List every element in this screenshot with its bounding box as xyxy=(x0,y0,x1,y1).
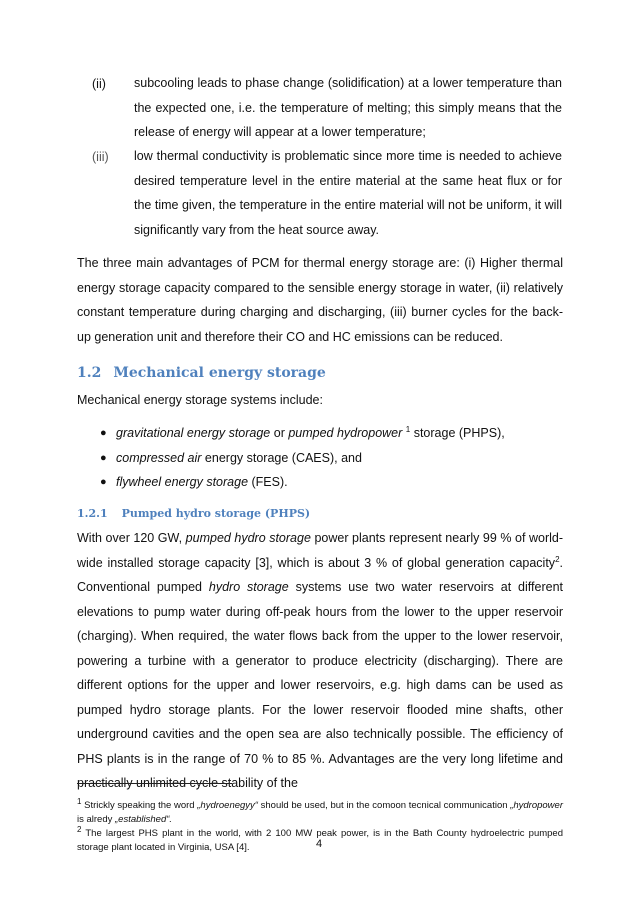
storage-types-list xyxy=(100,421,540,495)
section-intro: Mechanical energy storage systems include: xyxy=(77,393,323,407)
footnote-text: Strickly speaking the word xyxy=(81,800,198,811)
footnote-separator xyxy=(77,783,232,784)
footnote-emphasis: „hydroenegyy“ xyxy=(197,800,258,811)
footnote-emphasis: „established“. xyxy=(115,814,173,825)
footnote-1 xyxy=(77,796,563,827)
page-number: 4 xyxy=(315,838,323,850)
bullet-emphasis: compressed air xyxy=(116,450,202,465)
section-title: Pumped hydro storage (PHPS) xyxy=(121,507,311,520)
footnote-text: should be used, but in the comoon tecnical communication xyxy=(257,800,511,811)
bullet-emphasis: gravitational energy storage xyxy=(116,426,271,440)
bullet-icon: ● xyxy=(100,427,107,439)
bullet-text: or xyxy=(270,426,289,440)
section-title: Mechanical energy storage xyxy=(113,365,326,381)
section-number: 1.2 xyxy=(77,365,102,381)
paragraph-text: power plants represent nearly 99 % of world-wide installed storage capacity [3], which is about 3 % of global generation capacity xyxy=(77,531,564,570)
bullet-text: storage (PHPS), xyxy=(410,426,505,440)
paragraph-emphasis: hydro storage xyxy=(208,580,289,594)
list-item xyxy=(100,470,540,495)
section-heading-1-2 xyxy=(77,365,326,381)
section-number: 1.2.1 xyxy=(77,507,108,520)
bullet-text: energy storage (CAES), and xyxy=(201,450,362,465)
bullet-text: (FES). xyxy=(248,475,288,489)
bullet-icon: ● xyxy=(100,476,107,488)
footnote-text: The largest PHS plant in the world, with 2 100 MW peak power, is in the Bath County hydroelectric pumped storage plant located in Virginia, USA [4]. xyxy=(77,828,563,853)
paragraph-emphasis: pumped hydro storage xyxy=(185,531,311,545)
advantages-paragraph: The three main advantages of PCM for thermal energy storage are: (i) Higher thermal energy storage capacity compared to the sensible energy storage in water, (ii) relatively constant temperature during charging and discharging, (iii) burner cycles for the back-up generation unit and therefore their CO and HC emissions can be reduced. xyxy=(77,256,563,344)
footnote-emphasis: „hydropower xyxy=(510,800,563,811)
footnote-mark: 2 xyxy=(77,824,82,834)
section-heading-1-2-1 xyxy=(77,507,310,520)
bullet-emphasis: flywheel energy storage xyxy=(116,475,249,489)
paragraph-text: . Conventional pumped xyxy=(77,555,563,594)
footnote-ref[interactable]: 2 xyxy=(555,554,560,564)
paragraph-text: systems use two water reservoirs at different elevations to pump water during off-peak hours from the lower to the upper reservoir (charging). When required, the water flows back from the upper to the lower reservoir, powering a turbine with a generator to produce electricity (discharging). There are different options for the upper and lower reservoirs, e.g. high dams can be used as pumped hydro storage plants. For the lower reservoir flooded mine shafts, other underground cavities and the open sea are also technically possible. The efficiency of PHS plants is in the range of 70 % to 85 %. Advantages are the very long lifetime and practically unlimited cycle stability of the xyxy=(77,580,563,790)
list-item xyxy=(100,446,540,471)
list-item-label: (ii) xyxy=(92,77,106,91)
list-item-text: low thermal conductivity is problematic since more time is needed to achieve desired temperature level in the entire material at the same heat flux or for the time given, the temperature in the entire material will not be uniform, it will significantly vary from the heat source away. xyxy=(134,149,562,237)
paragraph-text: With over 120 GW, xyxy=(77,531,186,545)
list-item xyxy=(100,421,540,446)
bullet-emphasis: pumped hydropower xyxy=(288,426,403,440)
footnote-mark: 1 xyxy=(77,796,82,806)
list-item-text: subcooling leads to phase change (solidification) at a lower temperature than the expected one, i.e. the temperature of melting; this simply means that the release of energy will appear at a lower temperature; xyxy=(134,76,562,139)
footnote-text: is alredy xyxy=(77,814,116,825)
bullet-icon: ● xyxy=(100,451,107,464)
list-item-label: (iii) xyxy=(92,150,109,164)
pumped-hydro-paragraph xyxy=(77,526,563,796)
footnote-ref[interactable]: 1 xyxy=(405,424,411,434)
